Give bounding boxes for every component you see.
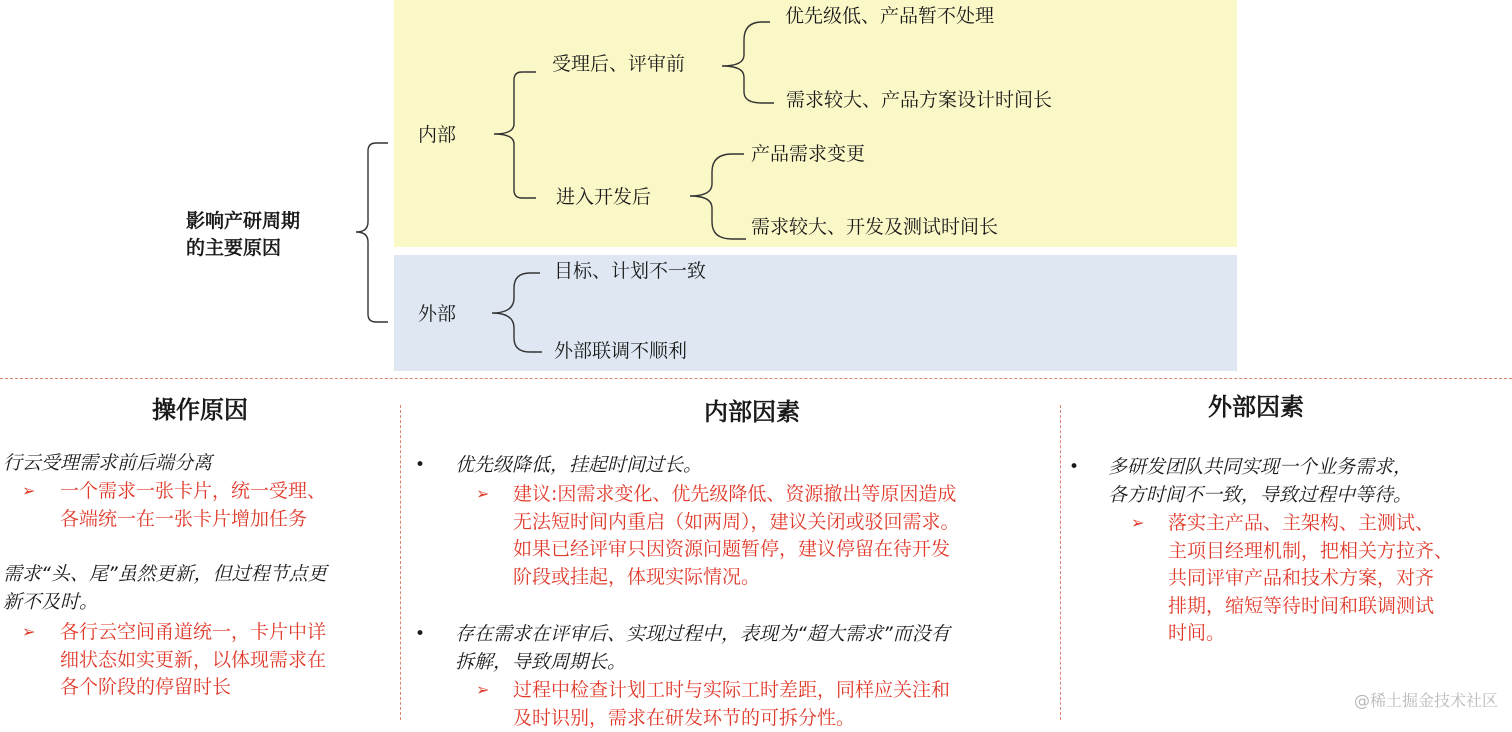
internal-block2-heading: 存在需求在评审后、实现过程中，表现为“超大需求”而没有 拆解，导致周期长。 xyxy=(455,623,950,673)
ops-block2-solution: 各行云空间甬道统一，卡片中详 细状态如实更新，以体现需求在 各个阶段的停留时长 xyxy=(60,621,327,698)
ops-column-title: 操作原因 xyxy=(152,396,248,424)
arrow-icon: ➢ xyxy=(22,481,36,500)
horizontal-divider xyxy=(0,378,1512,379)
internal-column-title: 内部因素 xyxy=(704,398,800,426)
stage2-item-1: 产品需求变更 xyxy=(751,143,866,165)
bullet-icon: • xyxy=(415,455,426,475)
arrow-icon: ➢ xyxy=(476,484,490,503)
root-line-1: 影响产研周期 xyxy=(186,210,301,232)
ops-block1-solution: 一个需求一张卡片，统一受理、 各端统一在一张卡片增加任务 xyxy=(60,480,327,530)
column-divider-1 xyxy=(400,405,401,720)
watermark: @稀土掘金技术社区 xyxy=(1353,691,1498,710)
stage2-item-2: 需求较大、开发及测试时间长 xyxy=(751,216,999,238)
bullet-icon: • xyxy=(1069,457,1080,477)
root-line-2: 的主要原因 xyxy=(186,237,282,259)
root-bracket xyxy=(356,143,388,322)
ops-block1-heading: 行云受理需求前后端分离 xyxy=(3,452,213,474)
external-item-1: 目标、计划不一致 xyxy=(554,260,707,282)
stage1-item-1: 优先级低、产品暂不处理 xyxy=(785,5,995,27)
internal-block2-solution: 过程中检查计划工时与实际工时差距，同样应关注和 及时识别，需求在研发环节的可拆分性。 xyxy=(513,679,951,729)
arrow-icon: ➢ xyxy=(1131,513,1145,532)
external-item-2: 外部联调不顺利 xyxy=(554,340,688,362)
stage2-label: 进入开发后 xyxy=(556,186,652,208)
external-factors-panel xyxy=(394,255,1237,371)
mindmap-root xyxy=(186,208,300,262)
internal-label: 内部 xyxy=(418,124,457,146)
column-divider-2 xyxy=(1060,405,1061,720)
external-block1-heading: 多研发团队共同实现一个业务需求， 各方时间不一致，导致过程中等待。 xyxy=(1108,456,1413,506)
bullet-icon: • xyxy=(415,624,426,644)
external-column-title: 外部因素 xyxy=(1208,393,1304,421)
stage1-label: 受理后、评审前 xyxy=(552,53,686,75)
external-block1-solution: 落实主产品、主架构、主测试、 主项目经理机制，把相关方拉齐、 共同评审产品和技术方案，对齐 排期，缩短等待时间和联调测试 时间。 xyxy=(1168,512,1454,644)
internal-block1-heading: 优先级降低，挂起时间过长。 xyxy=(455,454,703,476)
arrow-icon: ➢ xyxy=(22,622,36,641)
stage1-item-2: 需求较大、产品方案设计时间长 xyxy=(786,89,1053,111)
internal-factors-panel xyxy=(394,0,1237,247)
arrow-icon: ➢ xyxy=(476,680,490,699)
ops-block2-heading: 需求“头、尾”虽然更新，但过程节点更 新不及时。 xyxy=(3,563,327,613)
internal-block1-solution: 建议:因需求变化、优先级降低、资源撤出等原因造成 无法短时间内重启（如两周），建议关闭或驳回需求。 如果已经评审只因资源问题暂停，建议停留在待开发 阶段或挂起，体现实际情况。 xyxy=(513,483,960,588)
external-label: 外部 xyxy=(418,303,457,325)
